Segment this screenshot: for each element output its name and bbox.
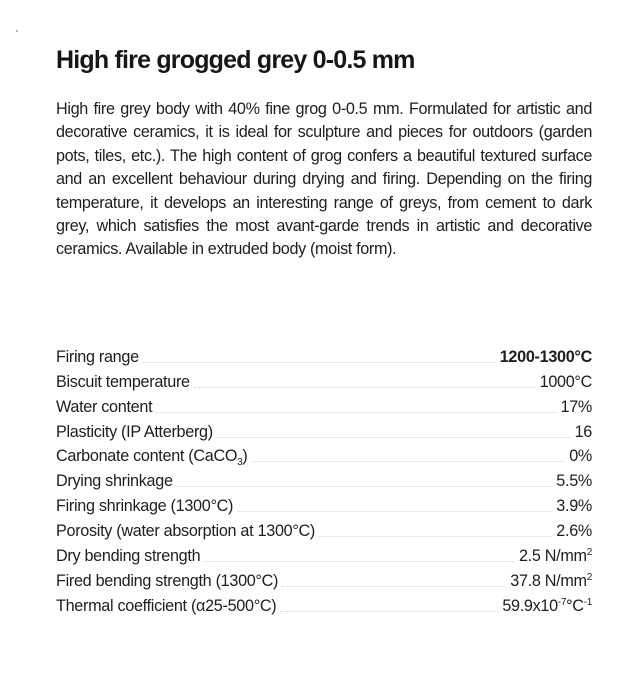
dot-leader [237,510,552,512]
superscript-2: 2 [586,571,592,583]
dot-leader [252,460,566,462]
spec-label-end: ) [242,447,248,466]
scan-speck [16,30,18,32]
dot-leader [282,585,506,587]
subscript-3: 3 [237,457,243,469]
spec-value: 1000°C [539,372,592,391]
spec-label-main: Carbonate content (CaCO [56,447,238,466]
spec-value: 2.6% [556,522,592,541]
dot-leader [217,436,571,438]
spec-label [56,446,248,469]
spec-value-main: 59.9x10 [502,596,558,615]
spec-label: Water content [56,397,153,416]
spec-row-biscuit-temperature [56,367,592,392]
dot-leader [319,535,552,537]
spec-value: 5.5% [556,472,592,491]
spec-value [519,546,592,566]
spec-label: Dry bending strength [56,547,201,566]
spec-value: 1200-1300°C [499,347,592,366]
spec-value [502,596,592,616]
dot-leader [280,610,498,612]
spec-value: 17% [560,397,592,416]
spec-value-main: 37.8 N/mm [510,571,587,590]
spec-row-thermal-coefficient [56,591,592,616]
spec-row-plasticity [56,417,592,442]
product-title: High fire grogged grey 0-0.5 mm [56,46,415,74]
spec-row-dry-bending-strength [56,541,592,566]
spec-row-firing-range [56,342,592,367]
dot-leader [204,560,515,562]
spec-value: 16 [574,422,592,441]
dot-leader [194,386,536,388]
spec-row-water-content [56,392,592,417]
spec-label: Porosity (water absorption at 1300°C) [56,522,315,541]
superscript-exponent: -7 [557,596,567,608]
spec-label: Firing range [56,347,139,366]
spec-row-porosity [56,516,592,541]
specifications-list [56,342,592,616]
spec-label: Thermal coefficient (α25-500°C) [56,596,277,615]
dot-leader [143,361,496,363]
spec-row-firing-shrinkage [56,491,592,516]
spec-row-drying-shrinkage [56,466,592,491]
spec-label: Drying shrinkage [56,472,173,491]
spec-value [510,571,592,591]
dot-leader [156,411,556,413]
spec-value-unit: °C [566,596,584,615]
product-description: High fire grey body with 40% fine grog 0-0.5 mm. Formulated for artistic and decorative ceramics, it is ideal for sculpture and pieces for outdoors (garden pots, tiles, etc.). The high content of grog confers a beautiful textured surface and an excellent behaviour during drying and firing. Depending on the firing temperature, it develops an interesting range of greys, from cement to dark grey, which satisfies the most avant-garde trends in artistic and decorative ceramics. Available in extruded body (moist form). [56,100,592,259]
spec-value: 3.9% [556,497,592,516]
spec-label: Fired bending strength (1300°C) [56,571,279,590]
spec-value: 0% [569,447,592,466]
spec-value-main: 2.5 N/mm [518,547,587,566]
spec-label: Firing shrinkage (1300°C) [56,497,234,516]
spec-label: Biscuit temperature [56,372,190,391]
spec-row-carbonate-content [56,442,592,467]
dot-leader [177,485,553,487]
superscript-2: 2 [586,547,592,559]
spec-row-fired-bending-strength [56,566,592,591]
superscript-exponent: -1 [583,596,592,608]
spec-label: Plasticity (IP Atterberg) [56,422,213,441]
